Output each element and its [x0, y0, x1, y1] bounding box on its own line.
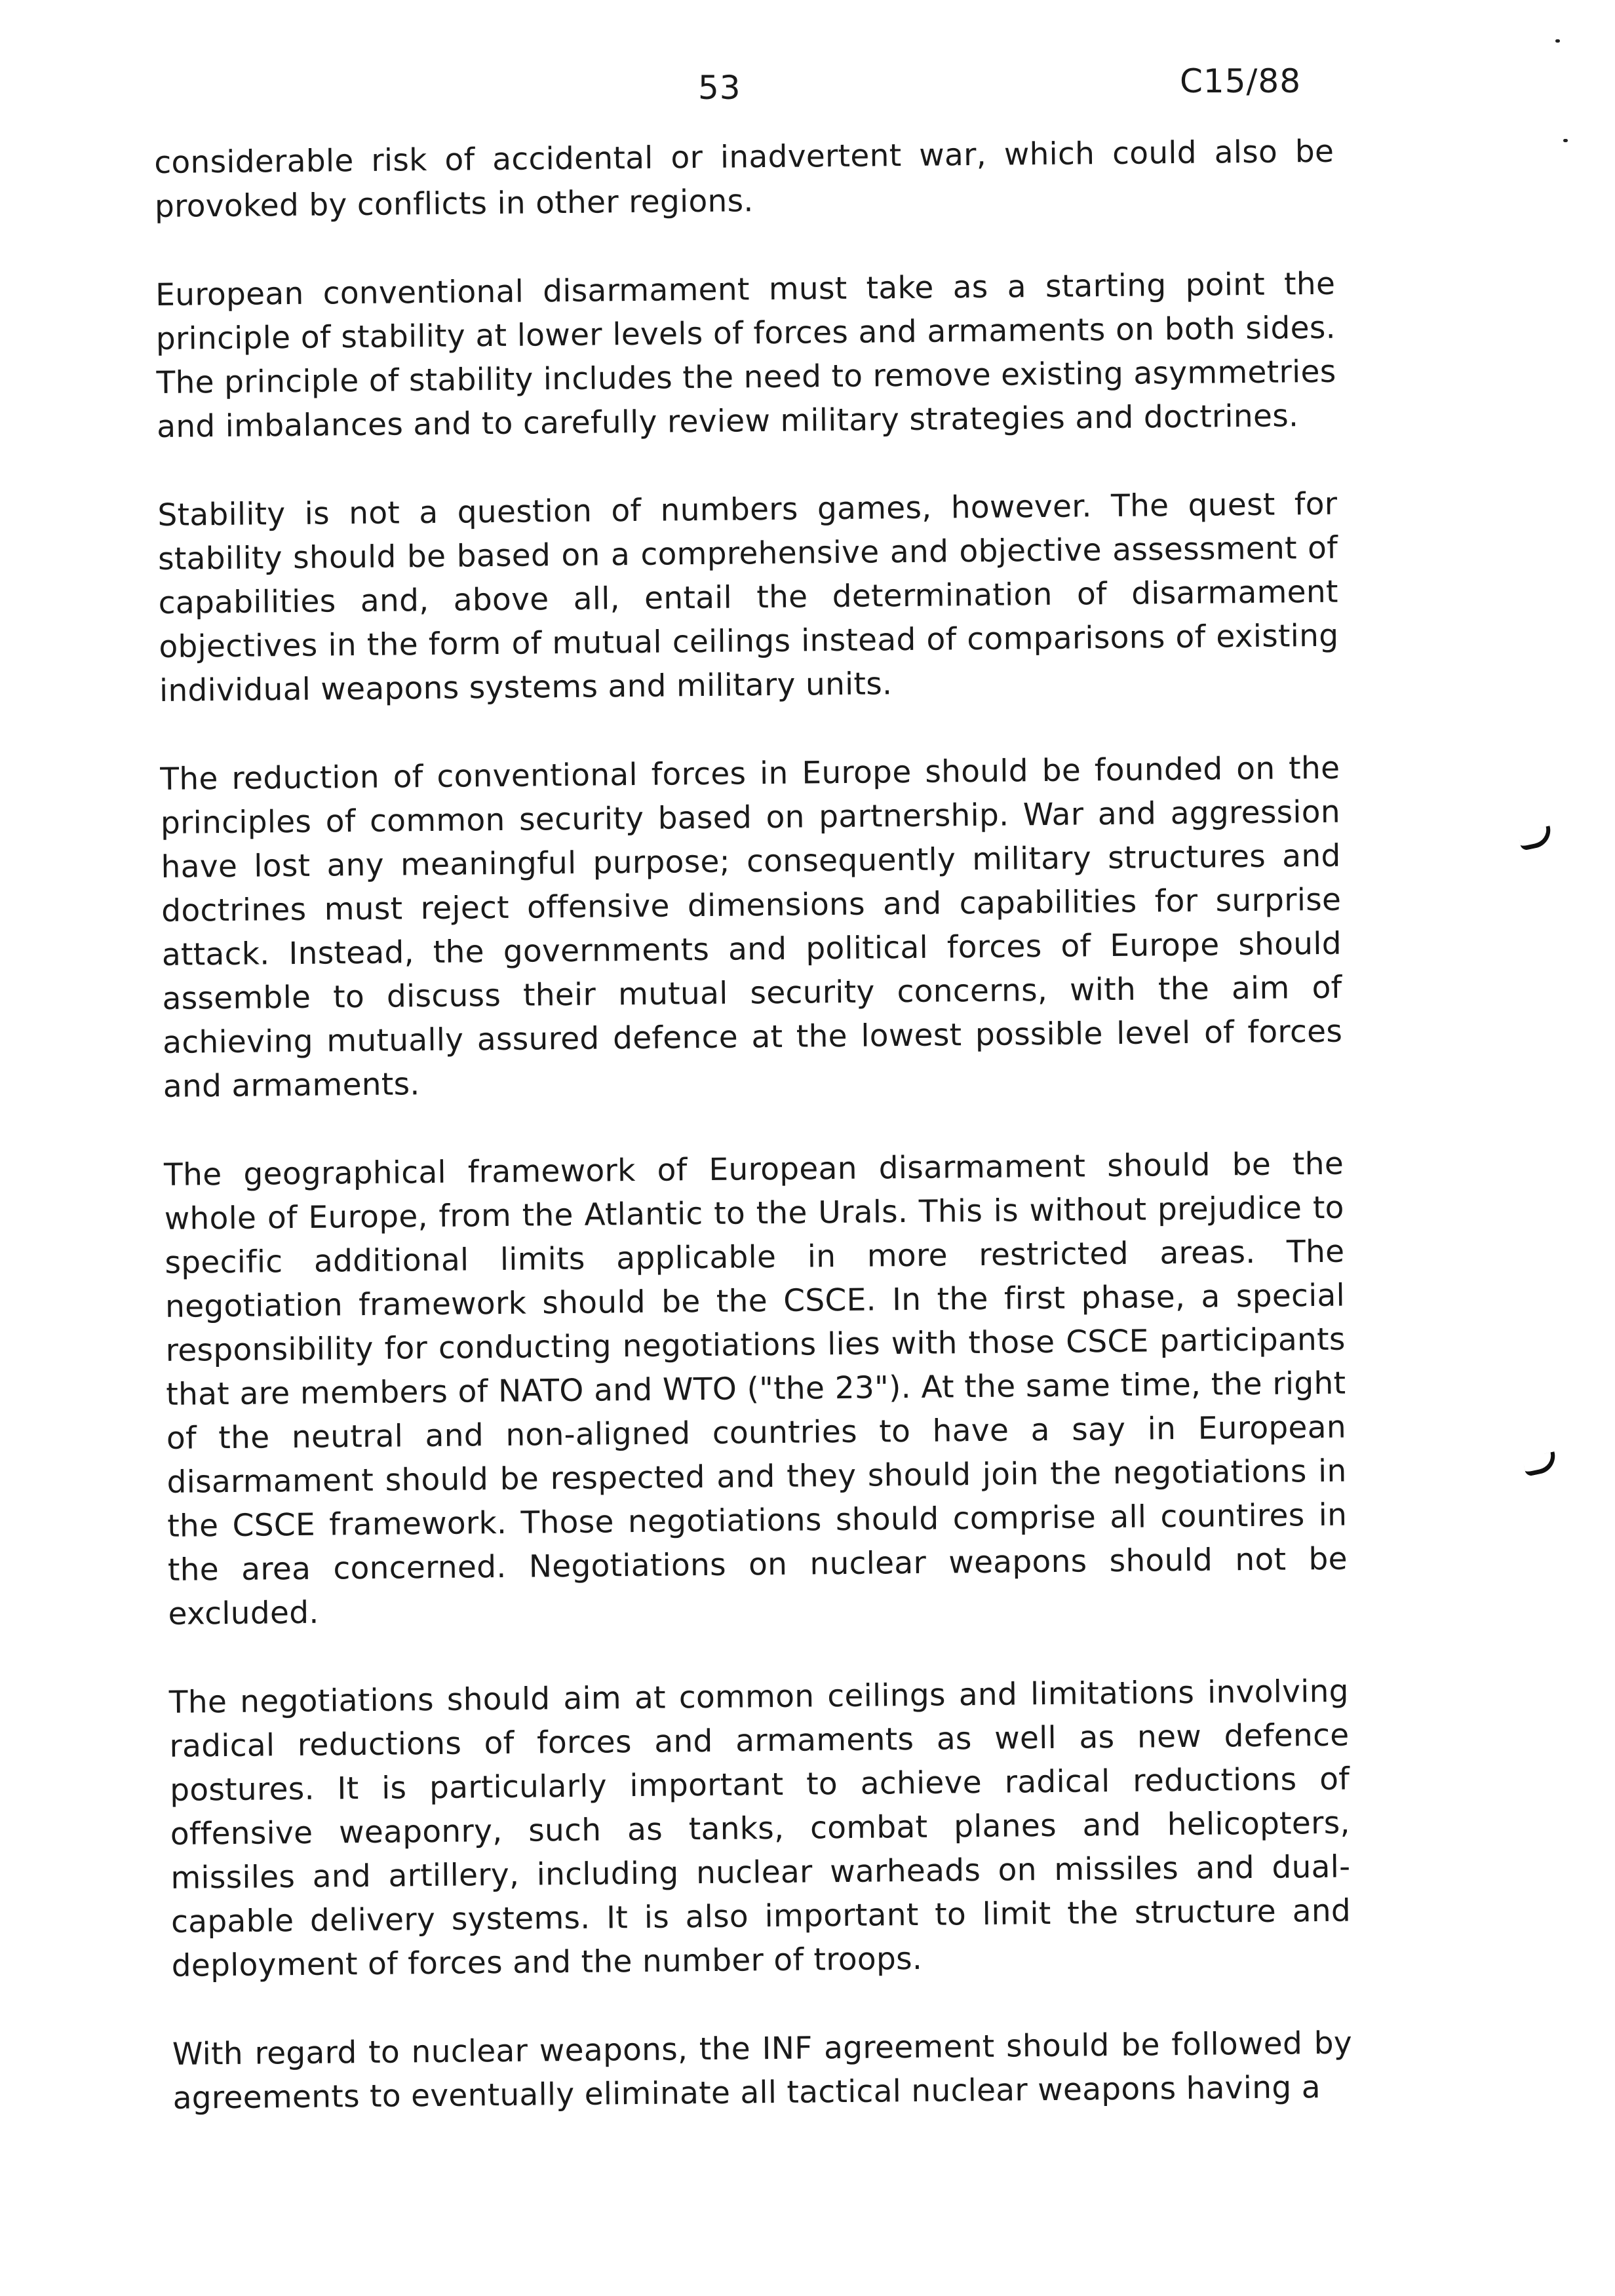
- paragraph-3: Stability is not a question of numbers games, however. The quest for stability should be based on a comprehensive and objective assessment of capabilities and, above all, entail the determination of disarmament objectives in the form of mutual ceilings instead of comparisons of existing individual weapons systems and military units.: [157, 486, 1339, 709]
- margin-check-mark: [1523, 1451, 1559, 1477]
- paragraph-4: The reduction of conventional forces in Europe should be founded on the principles of common security based on partnership. War and aggression have lost any meaningful purpose; consequently military structures and doctrines must reject offensive dimensions and capabilities for surprise attack. Instead, the governments and political forces of Europe should assemble to discuss their mutual security concerns, with the aim of achieving mutually assured defence at the lowest possible level of forces and armaments.: [160, 750, 1343, 1105]
- paragraph-1: considerable risk of accidental or inadvertent war, which could also be provoked by conflicts in other regions.: [154, 133, 1334, 225]
- margin-check-mark: [1518, 826, 1554, 851]
- paragraph-6: The negotiations should aim at common ceilings and limitations involving radical reductions of forces and armaments as well as new defence postures. It is particularly important to achieve radical reductions of offensive weaponry, such as tanks, combat planes and helicopters, missiles and artillery, including nuclear warheads on missiles and dual-capable delivery systems. It is also important to limit the structure and deployment of forces and the number of troops.: [168, 1673, 1352, 1984]
- page-number: 53: [698, 69, 741, 107]
- document-reference: C15/88: [1180, 62, 1302, 100]
- scan-speck: [1563, 139, 1568, 142]
- paragraph-2: European conventional disarmament must take as a starting point the principle of stability at lower levels of forces and armaments on both sides. The principle of stability includes the need to remove existing asymmetries and imbalances and to carefully review military strategies and doctrines.: [155, 265, 1336, 445]
- paragraph-5: The geographical framework of European disarmament should be the whole of Europe, from the Atlantic to the Urals. This is without prejudice to specific additional limits applicable in more restricted areas. The negotiation framework should be the CSCE. In the first phase, a special responsibility for conducting negotiations lies with those CSCE participants that are members of NATO and WTO ("the 23"). At the same time, the right of the neutral and non-aligned countries to have a say in European disarmament should be respected and they should join the negotiations in the CSCE framework. Those negotiations should comprise all countires in the area concerned. Negotiations on nuclear weapons should not be excluded.: [163, 1145, 1348, 1632]
- document-body: [154, 130, 1353, 2165]
- scan-speck: [1555, 39, 1560, 43]
- paragraph-7: With regard to nuclear weapons, the INF agreement should be followed by agreements to eventually eliminate all tactical nuclear weapons having a: [172, 2025, 1353, 2116]
